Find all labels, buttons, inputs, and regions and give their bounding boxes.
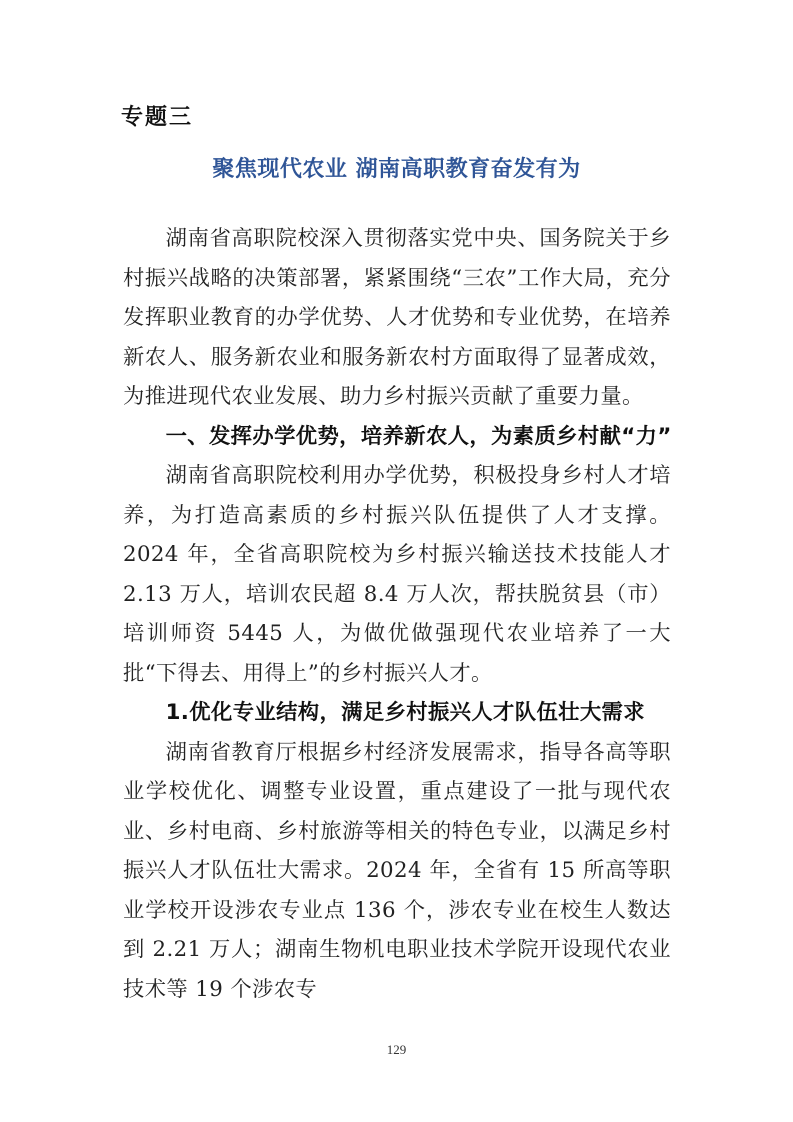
page-number: 129 [386,1042,407,1057]
section-paragraph: 湖南省高职院校利用办学优势，积极投身乡村人才培养，为打造高素质的乡村振兴队伍提供了人才支撑。2024 年，全省高职院校为乡村振兴输送技术技能人才 2.13 万人，培训农民超 8.4 万人次，帮扶脱贫县（市）培训师资 5445 人，为做优做强现代农业培养了一大批“下得去、用得上”的乡村振兴人才。 [123,463,671,686]
document-body [123,219,671,1009]
document-title: 聚焦现代农业 湖南高职教育奋发有为 [212,156,581,182]
subsection-heading: 1.优化专业结构，满足乡村振兴人才队伍壮大需求 [165,700,645,725]
section-heading: 一、发挥办学优势，培养新农人，为素质乡村献“力” [165,423,672,449]
topic-label: 专题三 [121,105,194,130]
intro-paragraph: 湖南省高职院校深入贯彻落实党中央、国务院关于乡村振兴战略的决策部署，紧紧围绕“三农”工作大局，充分发挥职业教育的办学优势、人才优势和专业优势，在培养新农人、服务新农业和服务新农村方面取得了显著成效，为推进现代农业发展、助力乡村振兴贡献了重要力量。 [123,226,671,409]
subsection-paragraph: 湖南省教育厅根据乡村经济发展需求，指导各高等职业学校优化、调整专业设置，重点建设了一批与现代农业、乡村电商、乡村旅游等相关的特色专业，以满足乡村振兴人才队伍壮大需求。2024 年，全省有 15 所高等职业学校开设涉农专业点 136 个，涉农专业在校生人数达到 2.21 万人；湖南生物机电职业技术学院开设现代农业技术等 19 个涉农专 [123,739,671,1002]
